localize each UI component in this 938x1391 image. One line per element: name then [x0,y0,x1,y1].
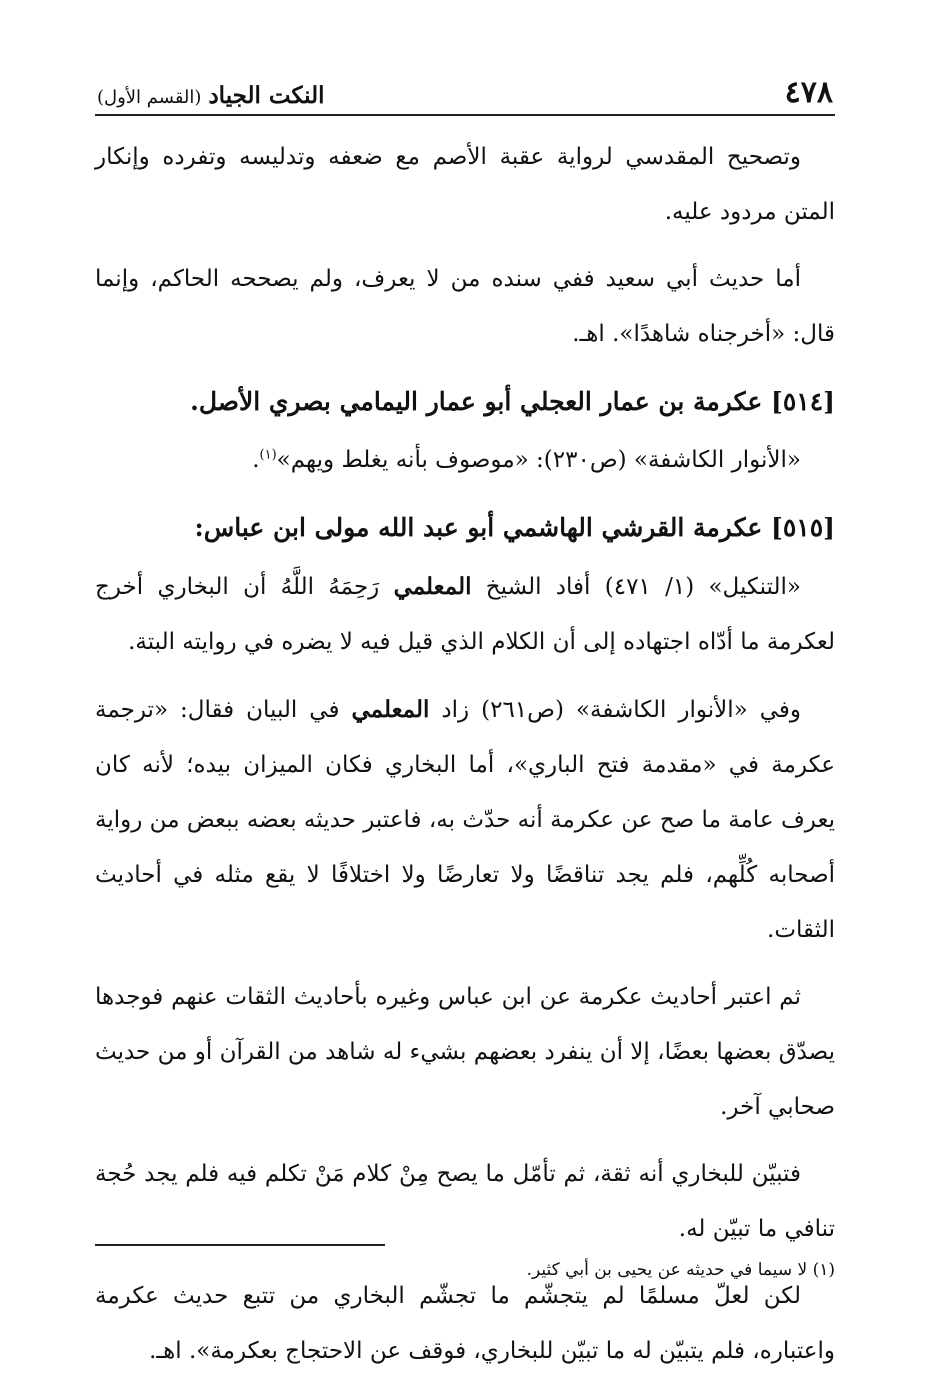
entry-text-514 [95,433,835,488]
paragraph-7: لكن لعلّ مسلمًا لم يتجشّم ما تجشّم البخاري من تتبع حديث عكرمة واعتباره، فلم يتبيّن له ما تبيّن للبخاري، فوقف عن الاحتجاج بعكرمة». اهـ. [95,1283,835,1364]
running-header [95,72,835,116]
paragraph-4 [95,682,835,958]
paragraph-3-part-a: «التنكيل» (١/ ٤٧١) أفاد الشيخ [471,574,801,600]
paragraph-3-part-b: رَحِمَهُ اللَّهُ أن البخاري أخرج لعكرمة ما أدّاه اجتهاده إلى أن الكلام الذي قيل فيه لا يضره في روايته البتة. [95,574,835,655]
paragraph-4-part-b: في البيان فقال: «ترجمة عكرمة في «مقدمة فتح الباري»، أما البخاري فكان الميزان بيده؛ لأنه كان يعرف عامة ما صح عن عكرمة أنه حدّث به، فاعتبر حديثه بعضه ببعض من رواية أصحابه كُلِّهم، فلم يجد تناقضًا ولا تعارضًا ولا اختلافًا لا يقع مثله في أحاديث الثقات. [95,697,835,943]
entry-heading-515: [٥١٥] عكرمة القرشي الهاشمي أبو عبد الله مولى ابن عباس: [194,513,835,542]
paragraph-2: أما حديث أبي سعيد ففي سنده من لا يعرف، ولم يصححه الحاكم، وإنما قال: «أخرجناه شاهدًا». اهـ. [95,266,835,347]
paragraph-5: ثم اعتبر أحاديث عكرمة عن ابن عباس وغيره بأحاديث الثقات عنهم فوجدها يصدّق بعضها بعضًا، إلا أن ينفرد بعضهم بشيء له شاهد من القرآن أو من حديث صحابي آخر. [95,984,835,1120]
entry-514-quote: «الأنوار الكاشفة» (ص٢٣٠): «موصوف بأنه يغلط ويهم» [276,447,801,473]
entry-514-end: . [252,447,260,473]
paragraph-3 [95,559,835,670]
book-part: (القسم الأول) [97,87,202,108]
footnote-reference: (١) [259,447,277,463]
book-title [97,84,325,108]
paragraph-6: فتبيّن للبخاري أنه ثقة، ثم تأمّل ما يصح مِنْ كلام مَنْ تكلم فيه فلم يجد حُجة تنافي ما تبيّن له. [95,1161,835,1242]
book-title-main: النكت الجياد [208,82,325,109]
entry-heading-514: [٥١٤] عكرمة بن عمار العجلي أبو عمار اليمامي بصري الأصل. [190,387,835,416]
page-number: ٤٧٨ [784,75,833,110]
footnote-1: (١) لا سيما في حديثه عن يحيى بن أبي كثير. [526,1260,835,1280]
paragraph-4-part-a: وفي «الأنوار الكاشفة» (ص٢٦١) زاد [429,697,802,723]
page-body [95,130,835,1379]
footnote-separator [95,1244,385,1246]
scholar-name: المعلمي [351,696,430,723]
book-page [95,72,835,1391]
paragraph-1: وتصحيح المقدسي لرواية عقبة الأصم مع ضعفه وتدليسه وتفرده وإنكار المتن مردود عليه. [95,144,835,225]
scholar-name: المعلمي [393,573,472,600]
